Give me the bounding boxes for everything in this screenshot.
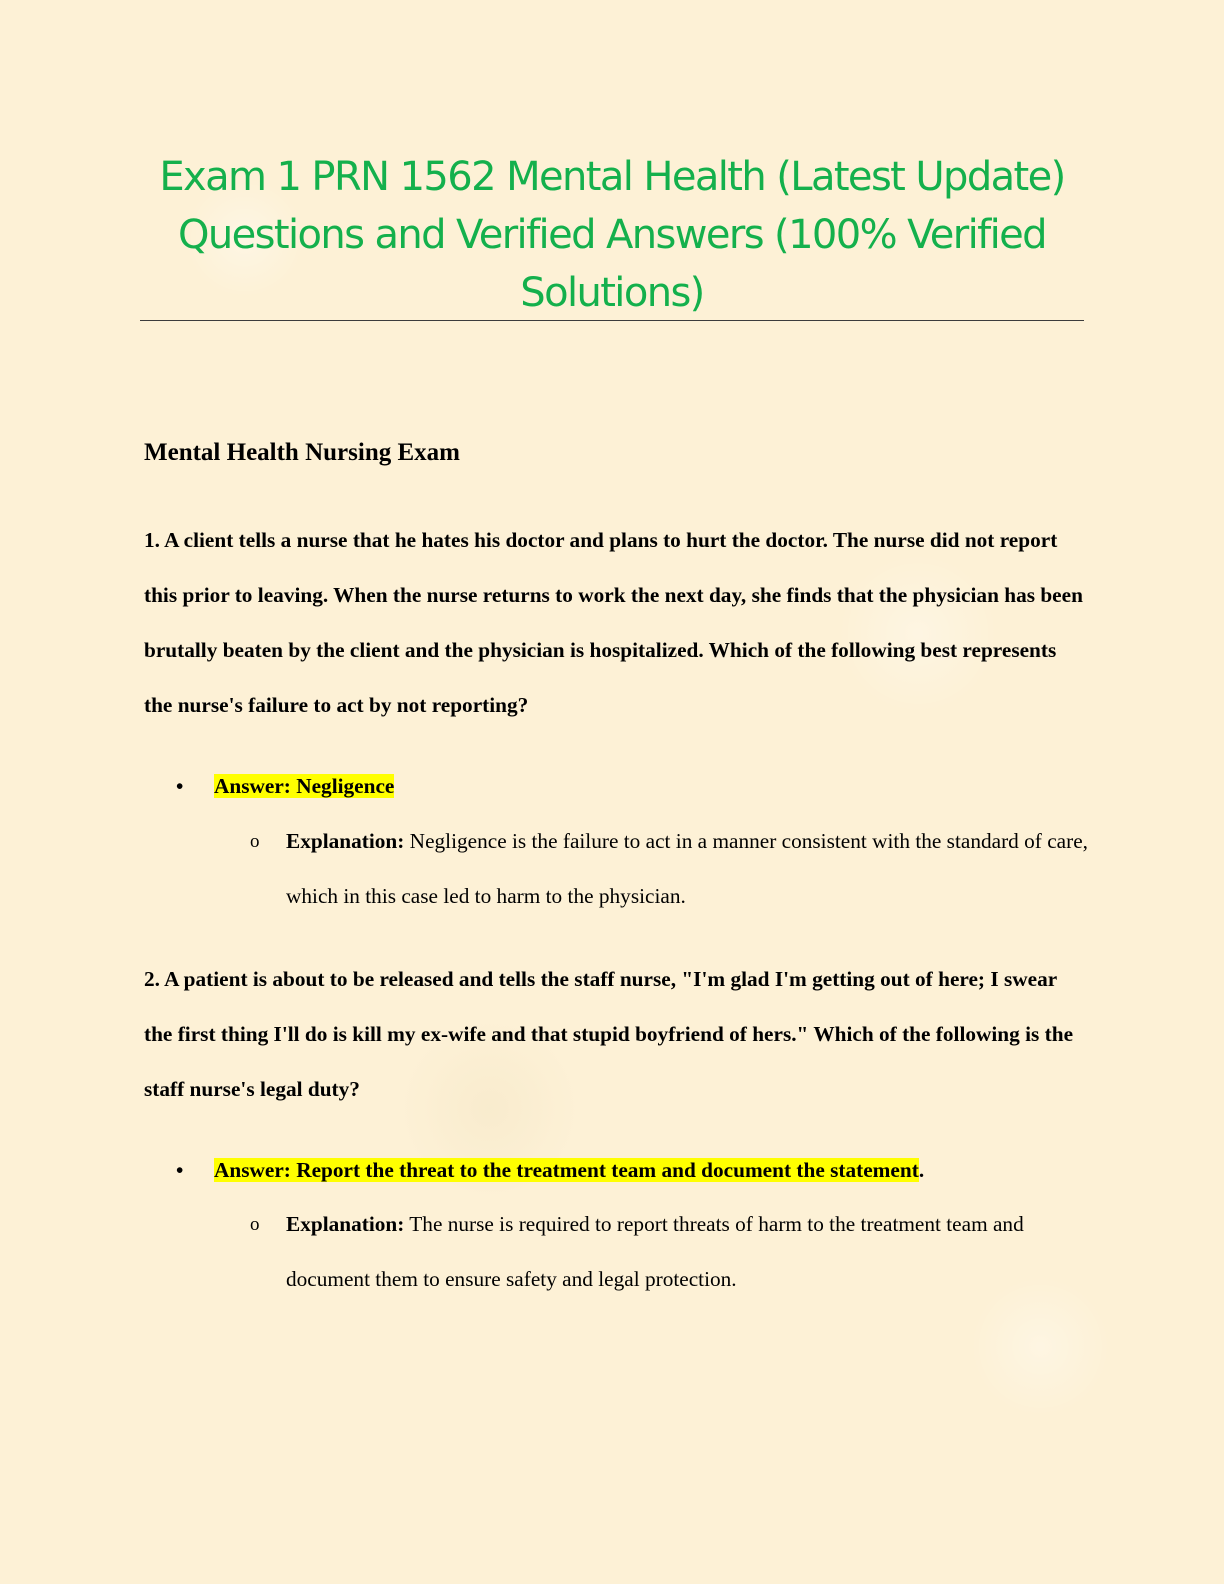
section-heading: Mental Health Nursing Exam (144, 439, 460, 466)
explanation-1-label: Explanation: (286, 829, 405, 853)
explanation-2-text: The nurse is required to report threats of harm to the treatment team and document them to ensure safety and legal protection. (286, 1212, 1024, 1291)
question-1: 1. A client tells a nurse that he hates his doctor and plans to hurt the doctor. The nurse did not report this prior to leaving. When the nurse returns to work the next day, she finds that the physician has been brutally beaten by the client and the physician is hospitalized. Which of the following best represents the nurse's failure to act by not reporting? (144, 528, 1083, 717)
answer-2-value: Report the threat to the treatment team and document the statement (296, 1158, 919, 1182)
answer-1-value: Negligence (296, 774, 395, 798)
sub-bullet-icon: o (250, 1214, 260, 1235)
sub-bullet-icon: o (250, 831, 260, 852)
answer-2-suffix: . (918, 1158, 925, 1182)
question-2: 2. A patient is about to be released and tells the staff nurse, "I'm glad I'm getting out of here; I swear the first thing I'll do is kill my ex-wife and that stupid boyfriend of hers." Which of the following is the staff nurse's legal duty? (144, 967, 1074, 1101)
answer-2-text (214, 1155, 924, 1185)
bullet-icon: • (176, 774, 184, 798)
document-title: Exam 1 PRN 1562 Mental Health (Latest Update) Questions and Verified Answers (100% Verified Solutions) (159, 154, 1065, 316)
answer-1-text (214, 771, 394, 801)
title-divider (140, 320, 1084, 321)
bullet-icon: • (176, 1158, 184, 1182)
explanation-2-label: Explanation: (286, 1212, 405, 1236)
answer-2-prefix: Answer: (214, 1158, 297, 1182)
explanation-1-body (286, 814, 1090, 924)
answer-1-prefix: Answer: (214, 774, 297, 798)
explanation-1-text: Negligence is the failure to act in a manner consistent with the standard of care, which in this case led to harm to the physician. (286, 829, 1088, 908)
answer-1-highlight (214, 774, 394, 798)
explanation-2-body (286, 1197, 1090, 1307)
answer-2-highlight (214, 1158, 919, 1182)
